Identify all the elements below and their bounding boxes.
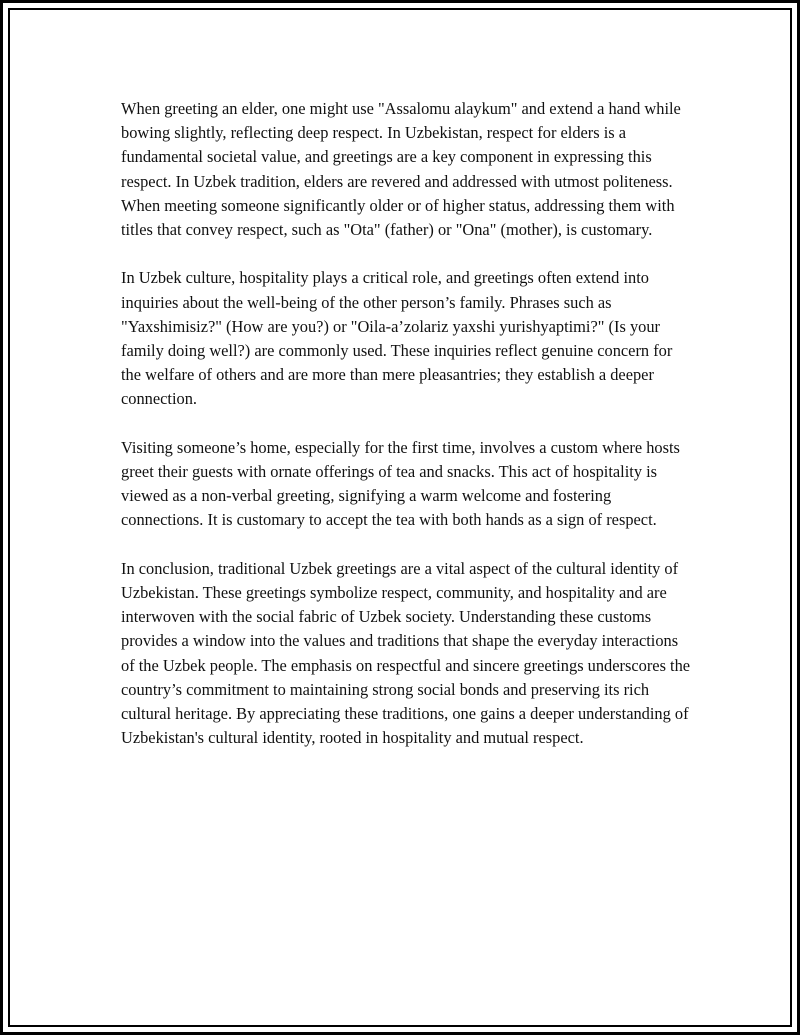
paragraph-hospitality-inquiries: In Uzbek culture, hospitality plays a critical role, and greetings often extend into inquiries about the well-being of the other person’s family. Phrases such as "Yaxshimisiz?" (How are you?) or "Oila-a’zolariz yaxshi yurishyaptimi?" (Is your family doing well?) are commonly used. These inquiries reflect genuine concern for the welfare of others and are more than mere pleasantries; they establish a deeper connection. xyxy=(121,268,673,409)
paragraph-home-visits: Visiting someone’s home, especially for the first time, involves a custom where hosts greet their guests with ornate offerings of tea and snacks. This act of hospitality is viewed as a non-verbal greeting, signifying a warm welcome and fostering connections. It is customary to accept the tea with both hands as a sign of respect. xyxy=(121,437,680,530)
paragraph-conclusion: In conclusion, traditional Uzbek greetings are a vital aspect of the cultural identity of Uzbekistan. These greetings symbolize respect, community, and hospitality and are interwoven with the social fabric of Uzbek society. Understanding these customs provides a window into the values and traditions that shape the everyday interactions of the Uzbek people. The emphasis on respectful and sincere greetings underscores the country’s commitment to maintaining strong social bonds and preserving its rich cultural heritage. By appreciating these traditions, one gains a deeper understanding of Uzbekistan's cultural identity, rooted in hospitality and mutual respect. xyxy=(121,558,691,748)
paragraph-elder-greetings: When greeting an elder, one might use "Assalomu alaykum" and extend a hand while bowing slightly, reflecting deep respect. In Uzbekistan, respect for elders is a fundamental societal value, and greetings are a key component in expressing this respect. In Uzbek tradition, elders are revered and addressed with utmost politeness. When meeting someone significantly older or of higher status, addressing them with titles that convey respect, such as "Ota" (father) or "Ona" (mother), is customary. xyxy=(121,99,681,240)
document-body xyxy=(121,97,691,775)
